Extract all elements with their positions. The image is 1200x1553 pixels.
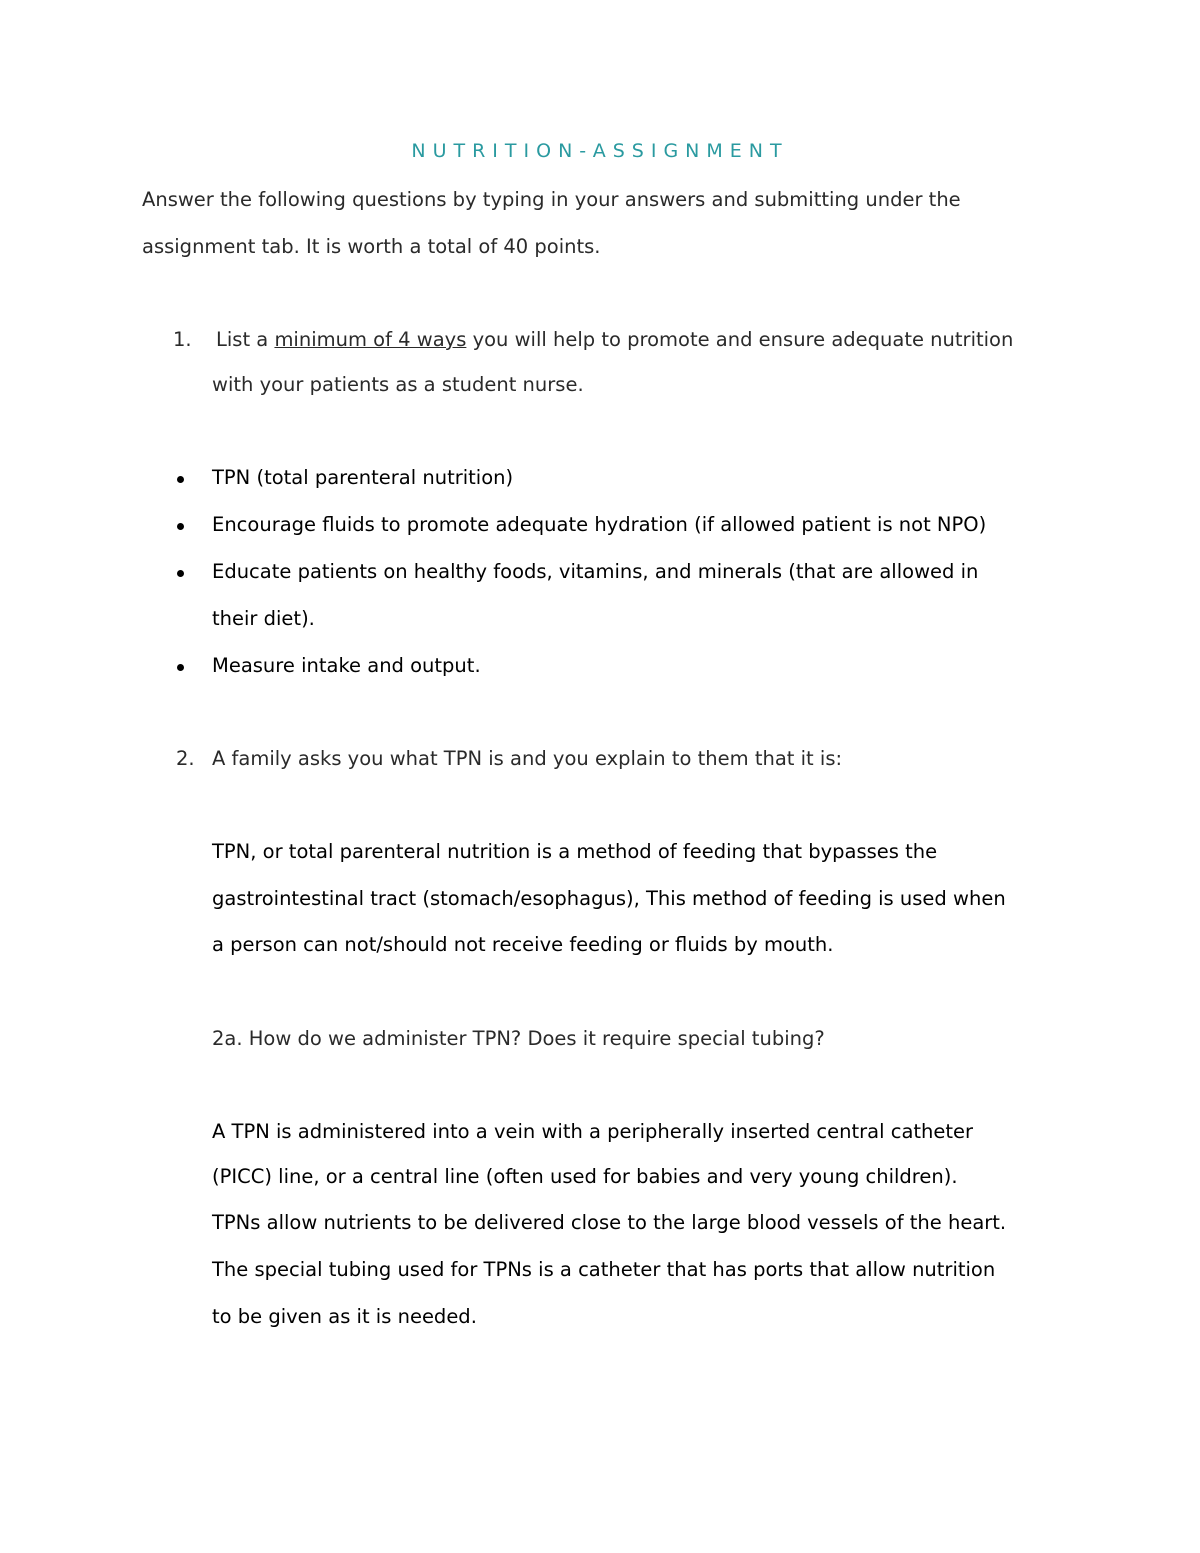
question-1-number: 1. (173, 328, 192, 351)
answer-2-line-2: gastrointestinal tract (stomach/esophagus), This method of feeding is used when (212, 887, 1006, 910)
intro-line-2: assignment tab. It is worth a total of 40 points. (142, 235, 601, 258)
answer-1-item-3: Educate patients on healthy foods, vitamins, and minerals (that are allowed in (212, 560, 979, 583)
bullet-icon (177, 476, 184, 483)
answer-1-item-3-cont: their diet). (212, 607, 315, 630)
question-1-line-2: with your patients as a student nurse. (212, 373, 584, 396)
question-1-suffix: you will help to promote and ensure adequate nutrition (466, 328, 1014, 351)
bullet-icon (177, 523, 184, 530)
answer-2a-line-3: TPNs allow nutrients to be delivered close to the large blood vessels of the heart. (212, 1211, 1007, 1234)
bullet-icon (177, 570, 184, 577)
intro-line-1: Answer the following questions by typing in your answers and submitting under the (142, 188, 961, 211)
question-1-prefix: List a (216, 328, 275, 351)
question-1-underlined: minimum of 4 ways (274, 328, 467, 351)
bullet-icon (177, 664, 184, 671)
answer-2-line-3: a person can not/should not receive feeding or fluids by mouth. (212, 933, 834, 956)
answer-1-item-4: Measure intake and output. (212, 654, 481, 677)
answer-1-item-1: TPN (total parenteral nutrition) (212, 466, 514, 489)
question-2a-text: 2a. How do we administer TPN? Does it require special tubing? (212, 1027, 825, 1050)
answer-1-item-2: Encourage fluids to promote adequate hydration (if allowed patient is not NPO) (212, 513, 987, 536)
question-2-text: A family asks you what TPN is and you explain to them that it is: (212, 747, 843, 770)
answer-2a-line-1: A TPN is administered into a vein with a peripherally inserted central catheter (212, 1120, 974, 1143)
answer-2-line-1: TPN, or total parenteral nutrition is a method of feeding that bypasses the (212, 840, 938, 863)
document-title: NUTRITION-ASSIGNMENT (411, 140, 789, 162)
answer-2a-line-5: to be given as it is needed. (212, 1305, 477, 1328)
question-1-text (216, 327, 1013, 353)
answer-2a-line-4: The special tubing used for TPNs is a catheter that has ports that allow nutrition (212, 1258, 996, 1281)
answer-2a-line-2: (PICC) line, or a central line (often used for babies and very young children). (212, 1165, 958, 1188)
question-2-number: 2. (176, 747, 195, 770)
